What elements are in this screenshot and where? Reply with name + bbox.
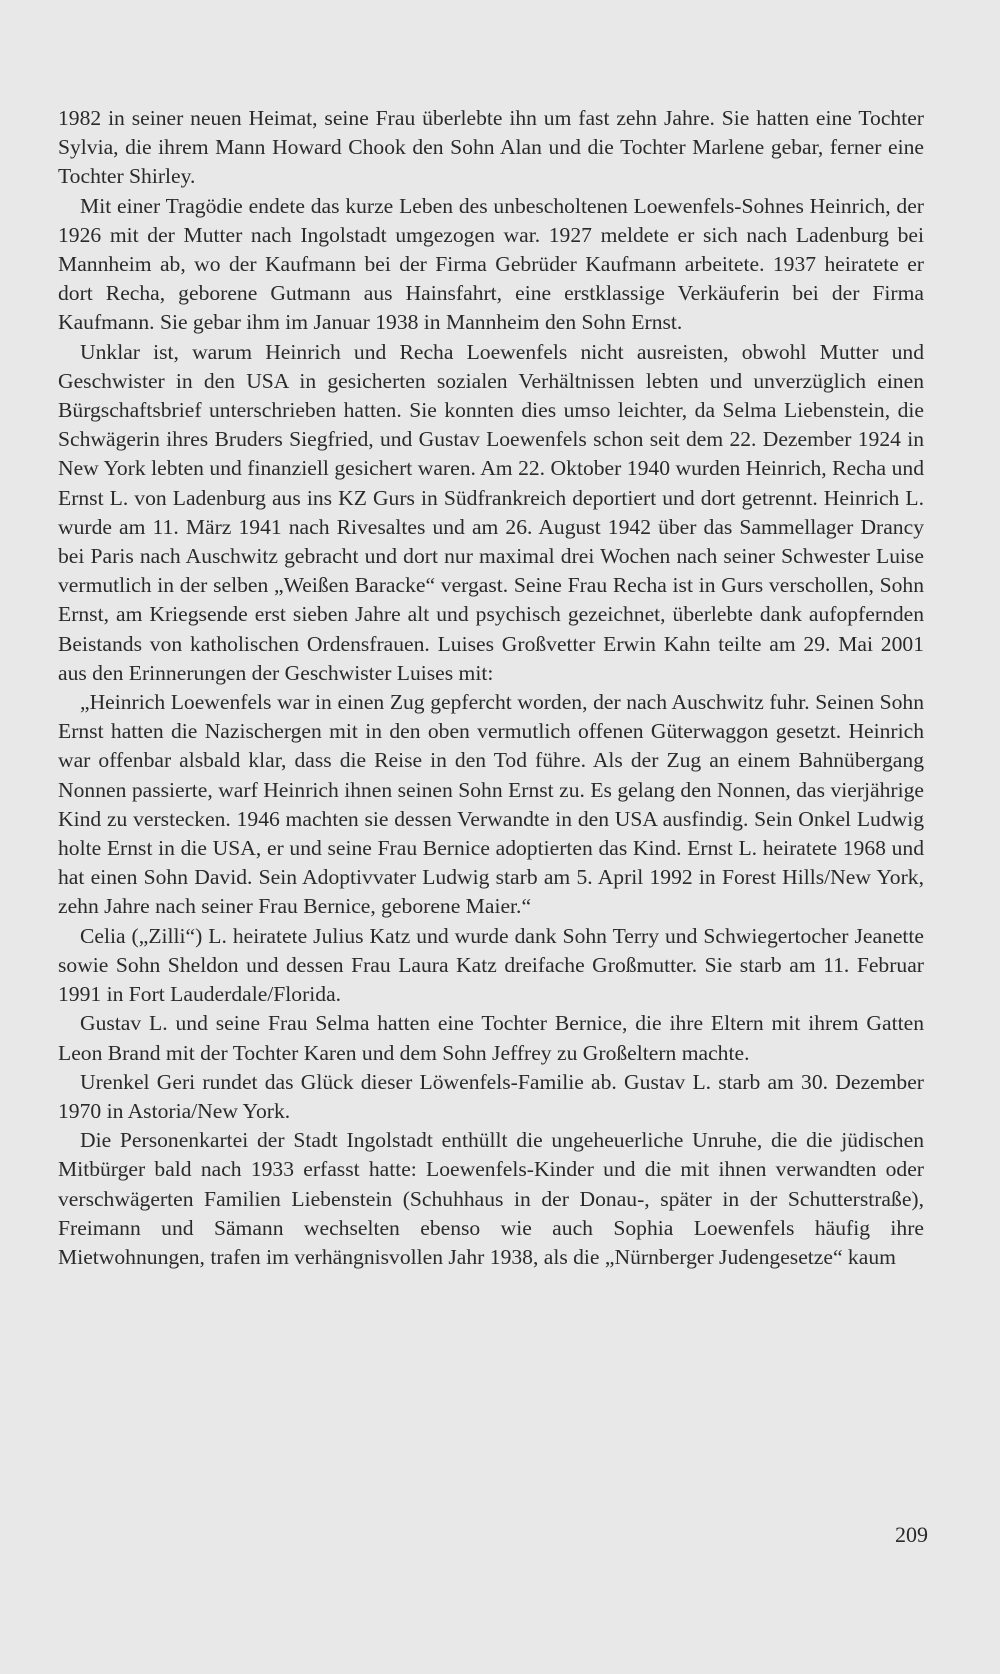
paragraph-7: Urenkel Geri rundet das Glück dieser Löwenfels-Familie ab. Gustav L. starb am 30. Dezember 1970 in Astoria/New York. [58, 1069, 924, 1123]
paragraph-1: 1982 in seiner neuen Heimat, seine Frau überlebte ihn um fast zehn Jahre. Sie hatten eine Tochter Sylvia, die ihrem Mann Howard Chook den Sohn Alan und die Tochter Marlene gebar, ferner eine Tochter Shirley. [58, 106, 924, 189]
paragraph-4-quote: „Heinrich Loewenfels war in einen Zug gepfercht worden, der nach Auschwitz fuhr. Seinen Sohn Ernst hatten die Nazischergen mit in den oben vermutlich offenen Güterwaggon gesetzt. Heinrich war offenbar alsbald klar, dass die Reise in den Tod führe. Als der Zug an einem Bahnübergang Nonnen passierte, warf Heinrich ihnen seinen Sohn Ernst zu. Es gelang den Nonnen, das vierjährige Kind zu verstecken. 1946 machten sie dessen Verwandte in den USA ausfindig. Sein Onkel Ludwig holte Ernst in die USA, er und seine Frau Bernice adoptierten das Kind. Ernst L. heiratete 1968 und hat einen Sohn David. Sein Adoptivvater Ludwig starb am 5. April 1992 in Forest Hills/New York, zehn Jahre nach seiner Frau Bernice, geborene Maier.“ [58, 690, 924, 919]
paragraph-5: Celia („Zilli“) L. heiratete Julius Katz und wurde dank Sohn Terry und Schwiegertocher Jeanette sowie Sohn Sheldon und dessen Frau Laura Katz dreifache Großmutter. Sie starb am 11. Februar 1991 in Fort Lauderdale/Florida. [58, 923, 924, 1007]
paragraph-2: Mit einer Tragödie endete das kurze Leben des unbescholtenen Loewenfels-Sohnes Heinrich, der 1926 mit der Mutter nach Ingolstadt umgezogen war. 1927 meldete er sich nach Ladenburg bei Mannheim ab, wo der Kaufmann bei der Firma Gebrüder Kaufmann arbeitete. 1937 heiratete er dort Recha, geborene Gutmann aus Hainsfahrt, eine erstklassige Verkäuferin bei der Firma Kaufmann. Sie gebar ihm im Januar 1938 in Mannheim den Sohn Ernst. [58, 193, 924, 335]
paragraph-3: Unklar ist, warum Heinrich und Recha Loewenfels nicht ausreisten, obwohl Mutter und Geschwister in den USA in gesicherten sozialen Verhältnissen lebten und unverzüglich einen Bürgschaftsbrief unterschrieben hatten. Sie konnten dies umso leichter, da Selma Liebenstein, die Schwägerin ihres Bruders Siegfried, und Gustav Loewenfels schon seit dem 22. Dezember 1924 in New York lebten und finanziell gesichert waren. Am 22. Oktober 1940 wurden Heinrich, Recha und Ernst L. von Ladenburg aus ins KZ Gurs in Südfrankreich deportiert und dort getrennt. Heinrich L. wurde am 11. März 1941 nach Rivesaltes und am 26. August 1942 über das Sammellager Drancy bei Paris nach Auschwitz gebracht und dort nur maximal drei Wochen nach seiner Schwester Luise vermutlich in der selben „Weißen Baracke“ vergast. Seine Frau Recha ist in Gurs verschollen, Sohn Ernst, am Kriegsende erst sieben Jahre alt und psychisch gezeichnet, überlebte dank aufopfernden Beistands von katholischen Ordensfrauen. Luises Großvetter Erwin Kahn teilte am 29. Mai 2001 aus den Erinnerungen der Geschwister Luises mit: [58, 339, 924, 685]
page-number: 209 [895, 1522, 928, 1547]
paragraph-6: Gustav L. und seine Frau Selma hatten eine Tochter Bernice, die ihre Eltern mit ihrem Gatten Leon Brand mit der Tochter Karen und dem Sohn Jeffrey zu Großeltern machte. [58, 1011, 924, 1065]
body-text [58, 104, 924, 1272]
paragraph-8: Die Personenkartei der Stadt Ingolstadt enthüllt die ungeheuerliche Unruhe, die die jüdischen Mitbürger bald nach 1933 erfasst hatte: Loewenfels-Kinder und die mit ihnen verwandten oder verschwägerten Familien Liebenstein (Schuhhaus in der Donau-, später in der Schutterstraße), Freimann und Sämann wechselten ebenso wie auch Sophia Loewenfels häufig ihre Mietwohnungen, trafen im verhängnisvollen Jahr 1938, als die „Nürnberger Judengesetze“ kaum [58, 1128, 924, 1269]
